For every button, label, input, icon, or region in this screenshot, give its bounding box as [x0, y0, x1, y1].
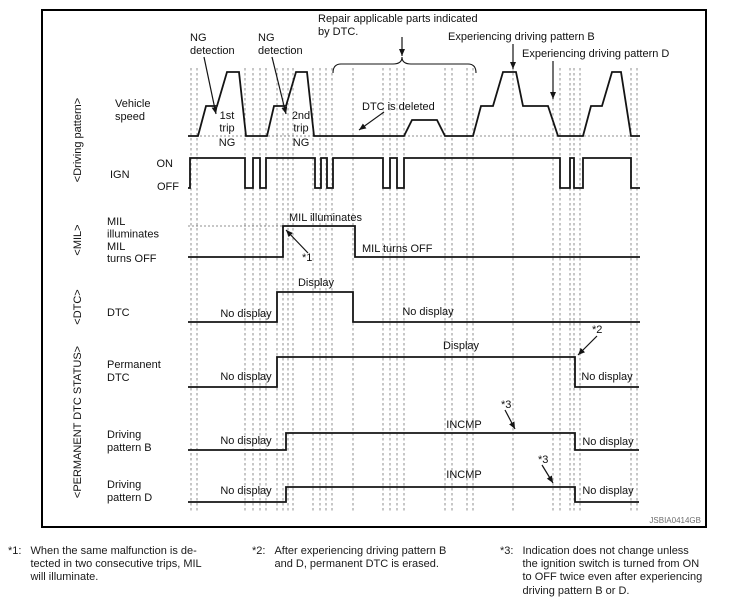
brace — [333, 57, 476, 73]
arrow-ref-2 — [578, 336, 597, 355]
label-patb-no-display-right: No display — [582, 436, 634, 448]
label-ref-3a: *3 — [501, 399, 512, 411]
label-ng-detection-2: NG detection — [258, 32, 303, 57]
label-dtc-no-display-left: No display — [220, 308, 272, 320]
label-patd-incmp: INCMP — [446, 469, 482, 481]
label-row-ign: IGN — [110, 169, 130, 181]
label-section-permanent-dtc-status: <PERMANENT DTC STATUS> — [72, 345, 84, 499]
label-ref-1: *1 — [302, 252, 313, 264]
label-patd-no-display-right: No display — [582, 485, 634, 497]
label-row-pattern-d: Driving pattern D — [107, 479, 153, 504]
arrow-ref-1 — [286, 230, 308, 253]
label-trip-2: 2nd trip — [291, 110, 311, 135]
label-patb-incmp: INCMP — [446, 419, 482, 431]
label-pdtc-display: Display — [442, 340, 480, 352]
label-ign-off: OFF — [157, 181, 179, 193]
footnote-2 — [252, 545, 490, 571]
label-patd-no-display-left: No display — [220, 485, 272, 497]
waveform-ign — [188, 158, 640, 188]
footnote-1 — [8, 545, 240, 585]
label-section-dtc: <DTC> — [72, 289, 84, 325]
label-section-driving-pattern: <Driving pattern> — [72, 97, 84, 183]
label-patb-no-display-left: No display — [220, 435, 272, 447]
label-trip-2-ng: NG — [292, 137, 310, 149]
label-ref-2: *2 — [592, 324, 603, 336]
label-dtc-display: Display — [297, 277, 335, 289]
label-exp-pattern-d: Experiencing driving pattern D — [522, 48, 670, 60]
label-ng-detection-1: NG detection — [190, 32, 235, 57]
label-row-permanent-dtc: Permanent DTC — [107, 359, 161, 384]
label-trip-1: 1st trip — [219, 110, 235, 135]
label-ign-on: ON — [156, 158, 173, 170]
label-watermark: JSBIA0414GB — [649, 516, 701, 525]
label-row-vehicle-speed: Vehicle speed — [115, 98, 151, 123]
label-ref-3b: *3 — [538, 454, 549, 466]
footnote-text-2: After experiencing driving pattern B and D, permanent DTC is erased. — [274, 545, 447, 571]
label-row-dtc: DTC — [107, 307, 130, 319]
label-mil-illuminates: MIL illuminates — [289, 212, 362, 224]
label-dtc-deleted: DTC is deleted — [362, 101, 435, 113]
label-exp-pattern-b: Experiencing driving pattern B — [448, 31, 595, 43]
label-pdtc-no-display-left: No display — [220, 371, 272, 383]
footnote-ref-3: *3: — [500, 545, 514, 557]
label-trip-1-ng: NG — [218, 137, 236, 149]
label-row-pattern-b: Driving pattern B — [107, 429, 152, 454]
footnote-ref-1: *1: — [8, 545, 22, 557]
label-pdtc-no-display-right: No display — [581, 371, 633, 383]
footnote-ref-2: *2: — [252, 545, 266, 557]
label-repair-note: Repair applicable parts indicated by DTC. — [318, 13, 478, 38]
label-row-mil: MIL illuminates MIL turns OFF — [107, 216, 159, 266]
footnote-text-1: When the same malfunction is de- tected in two consecutive trips, MIL will illuminate. — [30, 545, 202, 584]
arrow-ref-3b — [542, 465, 553, 483]
label-dtc-no-display-right: No display — [402, 306, 454, 318]
label-mil-turns-off: MIL turns OFF — [362, 243, 433, 255]
footnote-3 — [500, 545, 742, 598]
label-section-mil: <MIL> — [72, 224, 84, 256]
arrow-dtc-deleted — [359, 112, 384, 130]
footnote-text-3: Indication does not change unless the ignition switch is turned from ON to OFF twice even after experiencing driving pattern B or D. — [522, 545, 703, 597]
